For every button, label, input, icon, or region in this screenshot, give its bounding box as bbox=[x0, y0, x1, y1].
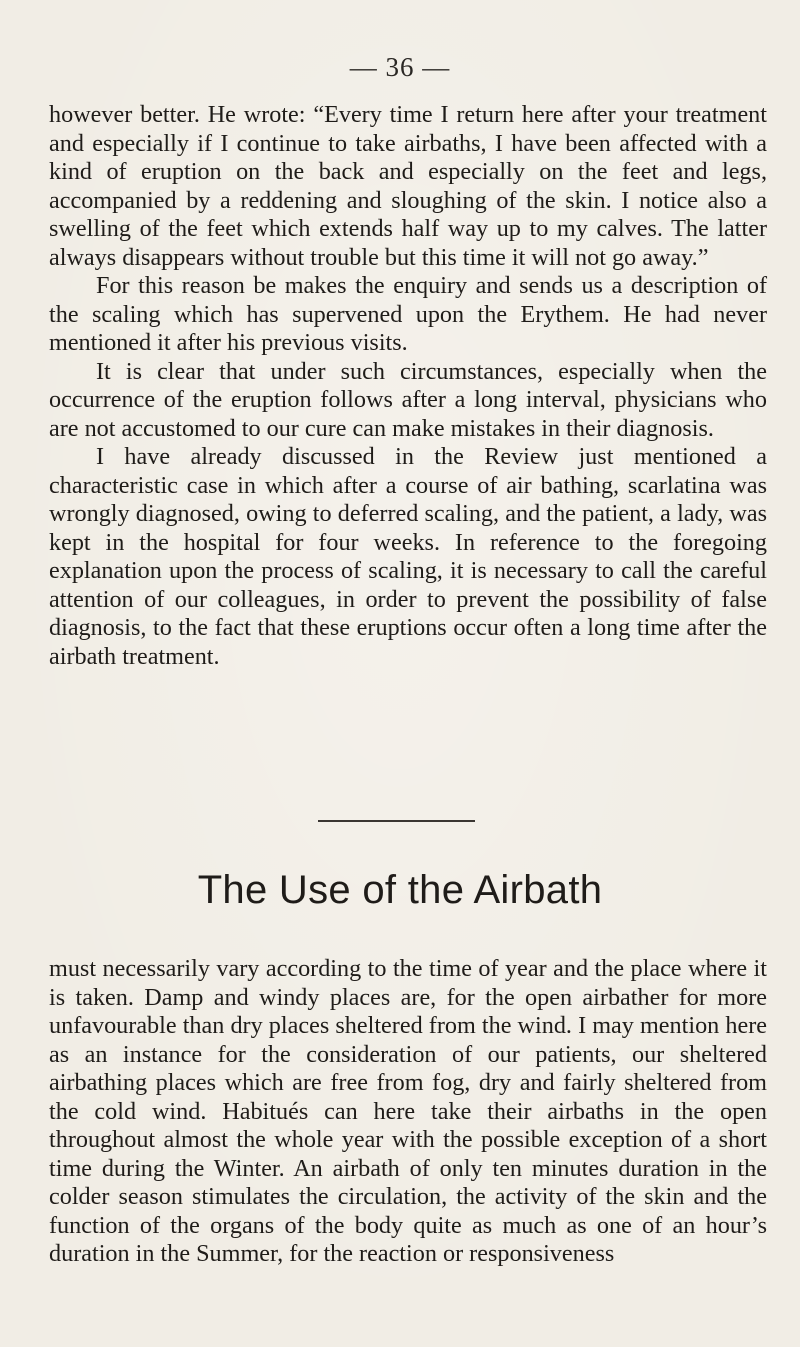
section-divider bbox=[318, 820, 475, 822]
page-number: — 36 — bbox=[349, 52, 451, 82]
paragraph: For this reason be makes the enquiry and sends us a description of the scaling which has supervened upon the Erythem. He had never mentioned it after his previous visits. bbox=[49, 272, 767, 356]
paragraph: It is clear that under such circumstances, especially when the occurrence of the eruption follows after a long interval, physicians who are not accustomed to our cure can make mistakes in their diagnosis. bbox=[49, 357, 767, 442]
section-heading: The Use of the Airbath bbox=[197, 868, 603, 912]
text-block-bottom bbox=[49, 955, 767, 1269]
paragraph-continuation: however better. He wrote: “Every time I return here after your treatment and especially if I continue to take airbaths, I have been affected with a kind of eruption on the back and especially on the feet and legs, accompanied by a reddening and sloughing of the skin. I notice also a swelling of the feet which extends half way up to my calves. The latter always disappears without trouble but this time it will not go away.” bbox=[49, 101, 767, 271]
paragraph: I have already discussed in the Review just mentioned a characteristic case in which after a course of air bathing, scarlatina was wrongly diagnosed, owing to deferred scaling, and the patient, a lady, was kept in the hospital for four weeks. In reference to the foregoing explanation upon the process of scaling, it is necessary to call the careful attention of our colleagues, in order to prevent the possibility of false diagnosis, to the fact that these eruptions occur often a long time after the airbath treatment. bbox=[49, 443, 767, 670]
text-block-top bbox=[49, 101, 767, 671]
paragraph: must necessarily vary according to the time of year and the place where it is taken. Damp and windy places are, for the open airbather for more unfavourable than dry places sheltered from the wind. I may mention here as an instance for the consideration of our patients, our sheltered airbathing places which are free from fog, dry and fairly sheltered from the cold wind. Habitués can here take their airbaths in the open throughout almost the whole year with the possible exception of a short time during the Winter. An airbath of only ten minutes duration in the colder season stimulates the circulation, the activity of the skin and the function of the organs of the body quite as much as one of an hour’s duration in the Summer, for the reaction or responsiveness bbox=[49, 955, 767, 1267]
